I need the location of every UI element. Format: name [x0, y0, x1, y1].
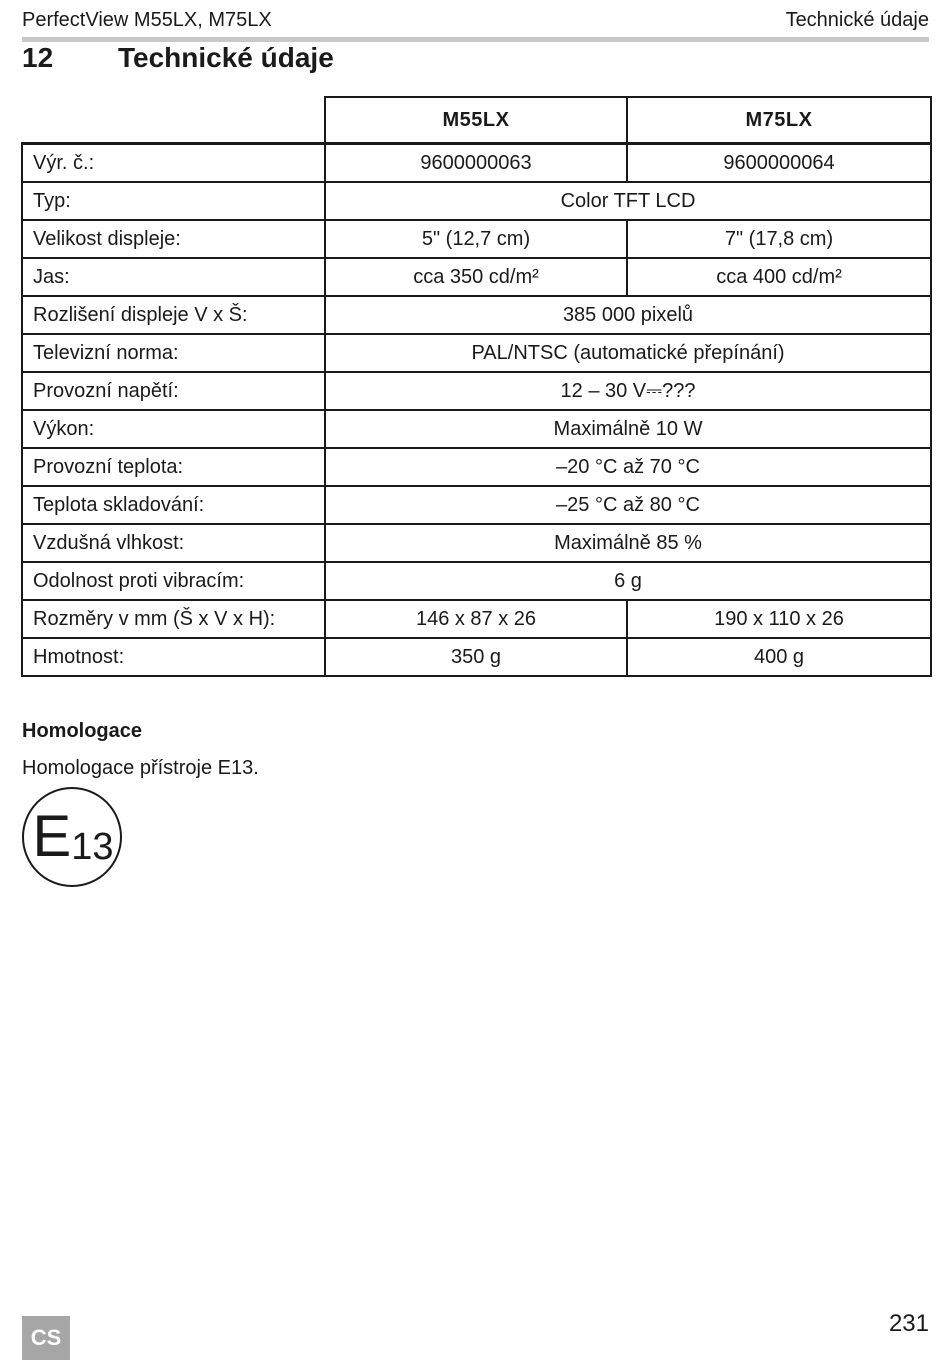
row-value-shared: Maximálně 85 % [325, 524, 931, 562]
row-value-m75: 400 g [627, 638, 931, 676]
row-label: Typ: [22, 182, 325, 220]
spec-table [21, 96, 932, 677]
column-header-m55lx: M55LX [325, 97, 627, 144]
row-value-m75: 190 x 110 x 26 [627, 600, 931, 638]
table-row [22, 600, 931, 638]
row-label: Výr. č.: [22, 144, 325, 183]
language-badge: CS [22, 1316, 70, 1360]
row-value-m75: cca 400 cd/m² [627, 258, 931, 296]
row-label: Jas: [22, 258, 325, 296]
e-mark-number: 13 [71, 826, 114, 868]
row-value-shared: –25 °C až 80 °C [325, 486, 931, 524]
row-label: Rozměry v mm (Š x V x H): [22, 600, 325, 638]
spec-table-body [22, 144, 931, 677]
column-header-m75lx: M75LX [627, 97, 931, 144]
row-label: Televizní norma: [22, 334, 325, 372]
row-value-shared: Maximálně 10 W [325, 410, 931, 448]
table-row [22, 638, 931, 676]
table-row [22, 182, 931, 220]
row-label: Hmotnost: [22, 638, 325, 676]
row-value-m75: 9600000064 [627, 144, 931, 183]
table-row [22, 410, 931, 448]
row-value-m55: 350 g [325, 638, 627, 676]
e13-mark-icon [22, 787, 122, 887]
running-header [22, 6, 929, 34]
table-row [22, 524, 931, 562]
header-product: PerfectView M55LX, M75LX [22, 8, 272, 31]
row-label: Výkon: [22, 410, 325, 448]
row-label: Rozlišení displeje V x Š: [22, 296, 325, 334]
table-row [22, 448, 931, 486]
row-value-shared: 6 g [325, 562, 931, 600]
row-value-shared: 385 000 pixelů [325, 296, 931, 334]
row-value-shared: Color TFT LCD [325, 182, 931, 220]
row-label: Vzdušná vlhkost: [22, 524, 325, 562]
homologation-text: Homologace přístroje E13. [22, 757, 259, 779]
chapter-heading: Technické údaje [118, 42, 334, 73]
row-value-m55: cca 350 cd/m² [325, 258, 627, 296]
table-row [22, 296, 931, 334]
table-row [22, 562, 931, 600]
header-blank-cell [22, 97, 325, 144]
table-row [22, 258, 931, 296]
header-section: Technické údaje [785, 8, 929, 31]
homologation-heading: Homologace [22, 720, 143, 742]
row-value-shared: PAL/NTSC (automatické přepínání) [325, 334, 931, 372]
table-row [22, 486, 931, 524]
row-value-m55: 5" (12,7 cm) [325, 220, 627, 258]
table-row [22, 372, 931, 410]
row-value-m75: 7" (17,8 cm) [627, 220, 931, 258]
row-label: Odolnost proti vibracím: [22, 562, 325, 600]
table-header-row [22, 97, 931, 144]
page-number: 231 [888, 1310, 929, 1337]
row-label: Teplota skladování: [22, 486, 325, 524]
table-row [22, 334, 931, 372]
row-label: Provozní teplota: [22, 448, 325, 486]
row-value-shared: –20 °C až 70 °C [325, 448, 931, 486]
row-value-m55: 9600000063 [325, 144, 627, 183]
row-value-shared: 12 – 30 V⎓??? [325, 372, 931, 410]
chapter-title [22, 42, 334, 74]
row-value-m55: 146 x 87 x 26 [325, 600, 627, 638]
row-label: Velikost displeje: [22, 220, 325, 258]
chapter-number: 12 [22, 42, 54, 73]
e-mark-letter: E [32, 804, 72, 869]
table-row [22, 220, 931, 258]
row-label: Provozní napětí: [22, 372, 325, 410]
table-row [22, 144, 931, 183]
